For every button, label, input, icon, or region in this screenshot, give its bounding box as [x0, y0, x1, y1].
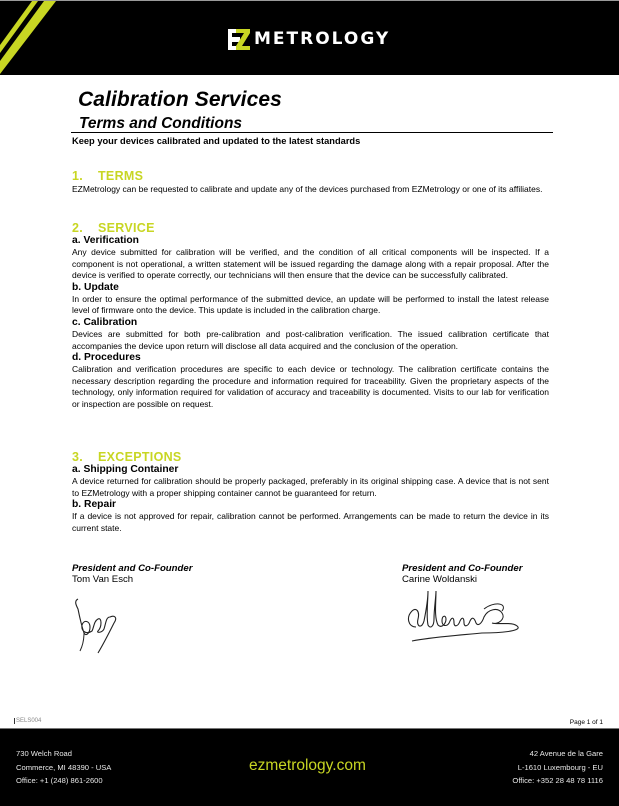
- phone-line: Office: +1 (248) 861-2600: [16, 776, 103, 785]
- page-header: [0, 0, 619, 75]
- logo-wordmark: METROLOGY: [254, 28, 391, 49]
- document-title: Calibration Services: [78, 88, 282, 111]
- page-number: Page 1 of 1: [569, 719, 603, 726]
- section-service: [72, 222, 549, 411]
- section-number: 2.: [72, 221, 84, 235]
- page-footer: [0, 729, 619, 806]
- signatory-role: President and Co-Founder: [72, 563, 193, 574]
- subsection-heading: b. Repair: [72, 499, 117, 511]
- subsection-heading: a. Shipping Container: [72, 464, 179, 475]
- signatory-name: Tom Van Esch: [72, 574, 134, 585]
- section-heading: [72, 170, 549, 183]
- ez-logo-icon: [228, 29, 252, 50]
- section-exceptions: [72, 451, 549, 534]
- tagline: Keep your devices calibrated and updated to the latest standards: [72, 136, 361, 146]
- section-title: EXCEPTIONS: [98, 450, 182, 464]
- eu-address: [512, 747, 603, 788]
- document-subtitle: Terms and Conditions: [79, 115, 243, 132]
- address-line: 42 Avenue de la Gare: [529, 749, 603, 758]
- section-text: EZMetrology can be requested to calibrate and update any of the devices purchased from EZMetrology or one of its affiliates.: [72, 184, 543, 194]
- subsection-heading: c. Calibration: [72, 316, 138, 328]
- subsection-text: If a device is not approved for repair, calibration cannot be performed. Arrangements can be made to return the device in its current state.: [72, 511, 549, 533]
- phone-line: Office: +352 28 48 78 1116: [512, 776, 603, 785]
- usa-address: [16, 747, 111, 788]
- section-number: 1.: [72, 169, 84, 183]
- signature-block-left: [72, 563, 192, 662]
- signatory-role: President and Co-Founder: [402, 563, 523, 574]
- section-number: 3.: [72, 450, 84, 464]
- section-heading: [72, 222, 549, 235]
- address-line: 730 Welch Road: [16, 749, 73, 758]
- document-id: SELS004: [16, 718, 42, 724]
- handwritten-signature-left: [72, 587, 132, 662]
- address-line: L-1610 Luxembourg - EU: [517, 762, 603, 772]
- section-title: SERVICE: [98, 221, 155, 235]
- website-link[interactable]: ezmetrology.com: [249, 757, 366, 774]
- section-heading: [72, 451, 549, 464]
- subsection-heading: a. Verification: [72, 235, 139, 246]
- subsection-text: Devices are submitted for both pre-calibration and post-calibration verification. The issued calibration certificate that accompanies the device upon return will disclose all data acquired and the conclusion of the operation.: [72, 328, 549, 351]
- subsection-text: Any device submitted for calibration will be verified, and the condition of all critical components will be inspected. If a component is not operational, a written statement will be issued regarding the damage along with a repair proposal. After the device is verified to operate correctly, our technicians will then ensure that the device can be successfully calibrated.: [72, 247, 549, 281]
- handwritten-signature-right: [402, 587, 532, 647]
- subsection-text: A device returned for calibration should be properly packaged, preferably in its original shipping case. A device that is not sent to EZMetrology with a proper shipping container cannot be guaranteed for return.: [72, 476, 549, 498]
- section-title: TERMS: [98, 169, 144, 183]
- signature-block-right: [402, 563, 532, 647]
- subsection-text: Calibration and verification procedures are specific to each device or technology. The calibration certificate contains the necessary description regarding the procedure and information required for traceability. Given the proprietary aspects of the technology, only information required for validation of accuracy and traceability is documented. Visits to our lab for verification or inspection are possible on request.: [72, 364, 549, 409]
- decorative-stripes: [0, 1, 70, 75]
- subsection-heading: d. Procedures: [72, 352, 141, 364]
- section-terms: [72, 170, 549, 196]
- subsection-heading: b. Update: [72, 281, 119, 293]
- subsection-text: In order to ensure the optimal performance of the submitted device, an update will be performed to install the latest release level of firmware onto the device. This update is included in the calibration charge.: [72, 293, 549, 316]
- company-logo: [228, 27, 390, 51]
- title-divider: [71, 132, 553, 133]
- address-line: Commerce, MI 48390 - USA: [16, 762, 112, 772]
- signatory-name: Carine Woldanski: [402, 574, 478, 585]
